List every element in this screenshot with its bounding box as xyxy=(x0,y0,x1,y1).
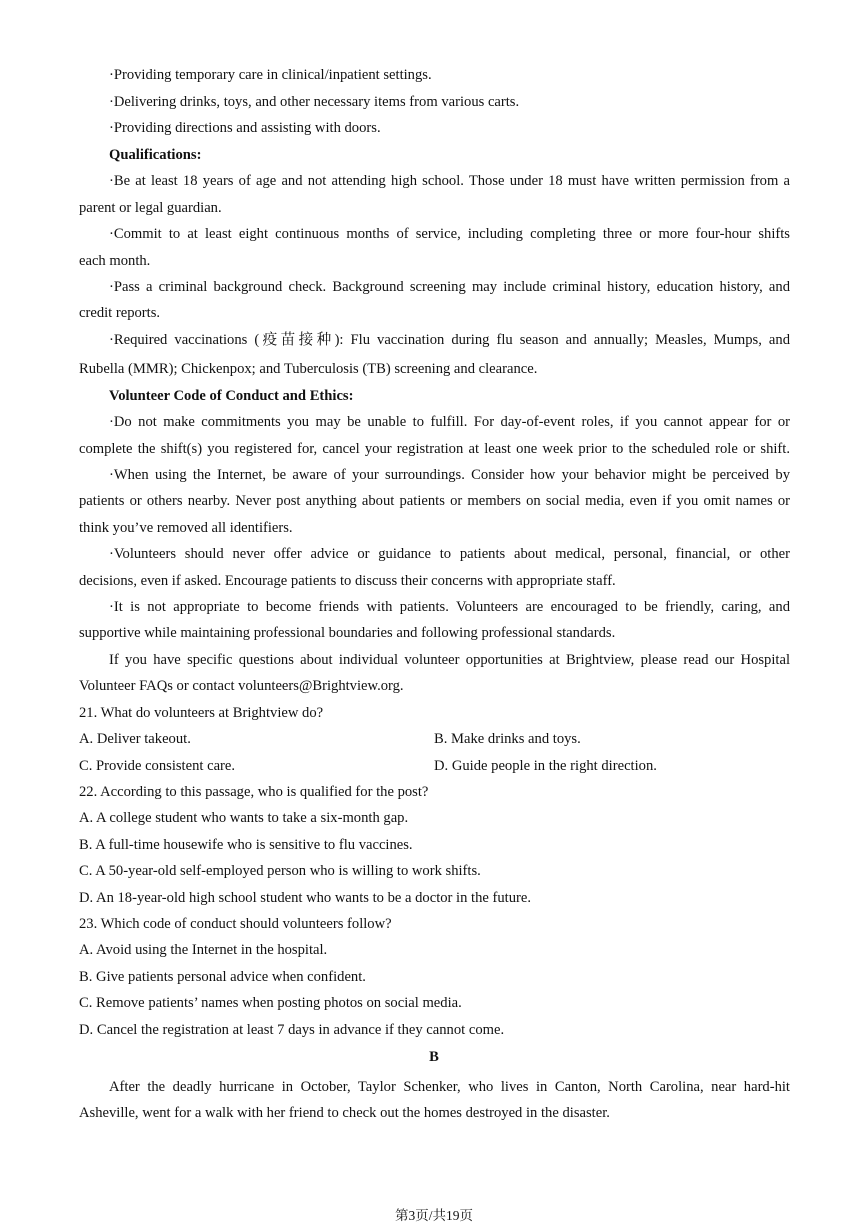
conduct-item: ·It is not appropriate to become friends with patients. Volunteers are encouraged to be friendly, caring, and xyxy=(109,599,790,615)
section-letter: B xyxy=(429,1049,439,1065)
conduct-heading: Volunteer Code of Conduct and Ethics: xyxy=(109,388,354,404)
closing-paragraph: If you have specific questions about individual volunteer opportunities at Brightview, please read our Hospital xyxy=(109,652,790,668)
conduct-item-cont: complete the shift(s) you registered for, cancel your registration at least one week prior to the scheduled role or shift. xyxy=(79,441,790,457)
conduct-item-cont: supportive while maintaining professional boundaries and following professional standards. xyxy=(79,625,616,641)
answer-option: A. A college student who wants to take a six-month gap. xyxy=(79,810,409,826)
duty-bullet: ·Providing directions and assisting with doors. xyxy=(109,120,381,136)
duty-bullet: ·Providing temporary care in clinical/inpatient settings. xyxy=(109,67,432,83)
conduct-item-cont: decisions, even if asked. Encourage patients to discuss their concerns with appropriate staff. xyxy=(79,573,616,589)
qualification-item: ·Required vaccinations (疫苗接种): Flu vaccination during flu season and annually; Measles, Mumps, and xyxy=(109,332,790,348)
answer-option: D. Cancel the registration at least 7 days in advance if they cannot come. xyxy=(79,1022,505,1038)
qualification-item: ·Pass a criminal background check. Background screening may include criminal history, education history, and xyxy=(109,279,790,295)
answer-option: C. Provide consistent care. xyxy=(79,758,236,774)
page-number: 第3页/共19页 xyxy=(394,1208,473,1223)
qualification-item: ·Commit to at least eight continuous months of service, including completing three or more four-hour shifts xyxy=(109,226,790,242)
passage-b-paragraph-cont: Asheville, went for a walk with her friend to check out the homes destroyed in the disaster. xyxy=(79,1105,610,1121)
question-stem: 23. Which code of conduct should volunteers follow? xyxy=(79,916,392,932)
answer-option: A. Deliver takeout. xyxy=(79,731,191,747)
qualification-item-cont: parent or legal guardian. xyxy=(79,200,222,216)
answer-option: B. A full-time housewife who is sensitive to flu vaccines. xyxy=(79,837,413,853)
conduct-item: ·Volunteers should never offer advice or guidance to patients about medical, personal, financial, or other xyxy=(109,546,790,562)
qualification-item-cont: Rubella (MMR); Chickenpox; and Tuberculosis (TB) screening and clearance. xyxy=(79,361,538,377)
question-stem: 21. What do volunteers at Brightview do? xyxy=(79,705,324,721)
answer-option: C. Remove patients’ names when posting photos on social media. xyxy=(79,995,462,1011)
qualification-item: ·Be at least 18 years of age and not attending high school. Those under 18 must have written permission from a xyxy=(109,173,790,189)
answer-option: B. Make drinks and toys. xyxy=(434,731,581,747)
qualifications-heading: Qualifications: xyxy=(109,147,202,163)
closing-paragraph-cont: Volunteer FAQs or contact volunteers@Brightview.org. xyxy=(79,678,404,694)
conduct-item: ·Do not make commitments you may be unable to fulfill. For day-of-event roles, if you cannot appear for or xyxy=(109,414,790,430)
duty-bullet: ·Delivering drinks, toys, and other necessary items from various carts. xyxy=(109,94,520,110)
qualification-item-cont: credit reports. xyxy=(79,305,161,321)
answer-option: D. Guide people in the right direction. xyxy=(434,758,657,774)
conduct-item: ·When using the Internet, be aware of your surroundings. Consider how your behavior might be perceived by xyxy=(109,467,790,483)
answer-option: A. Avoid using the Internet in the hospital. xyxy=(79,942,328,958)
qualification-item-cont: each month. xyxy=(79,253,151,269)
conduct-item-cont: patients or others nearby. Never post anything about patients or members on social media, even if you omit names or xyxy=(79,493,790,509)
question-stem: 22. According to this passage, who is qualified for the post? xyxy=(79,784,429,800)
passage-b-paragraph: After the deadly hurricane in October, Taylor Schenker, who lives in Canton, North Carolina, near hard-hit xyxy=(109,1079,790,1095)
answer-option: C. A 50-year-old self-employed person who is willing to work shifts. xyxy=(79,863,481,879)
answer-option: D. An 18-year-old high school student who wants to be a doctor in the future. xyxy=(79,890,532,906)
conduct-item-cont: think you’ve removed all identifiers. xyxy=(79,520,293,536)
answer-option: B. Give patients personal advice when confident. xyxy=(79,969,366,985)
